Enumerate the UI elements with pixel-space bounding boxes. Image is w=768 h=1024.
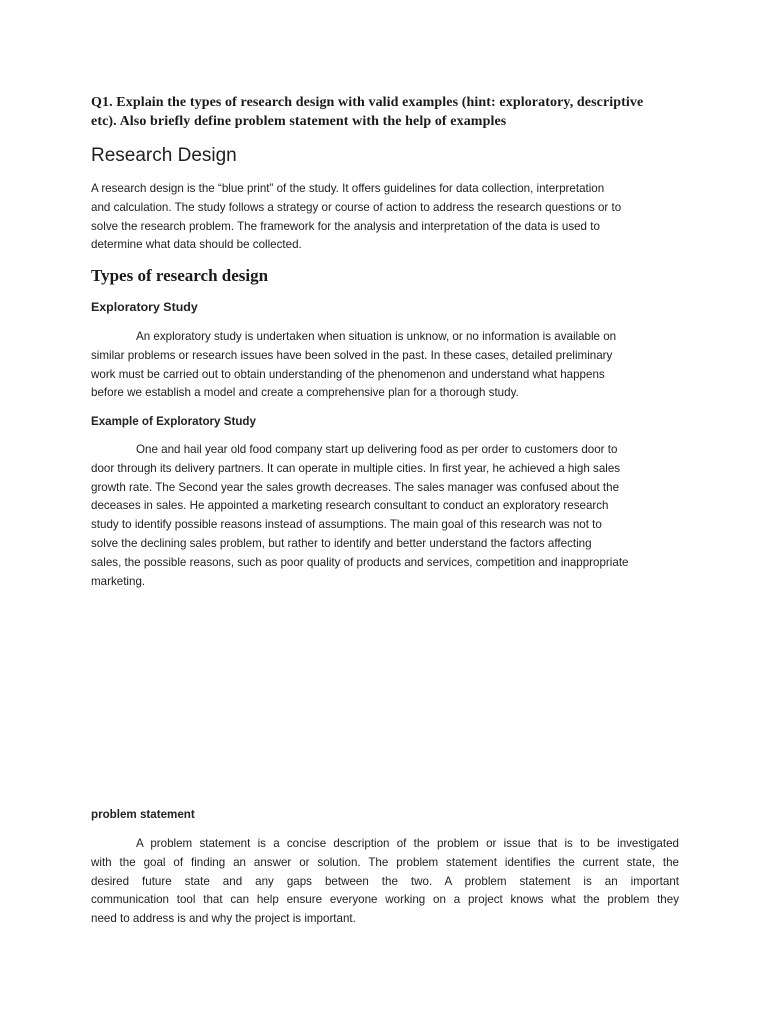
exploratory-example-paragraph bbox=[91, 441, 679, 591]
paragraph-line: need to address is and why the project is important. bbox=[91, 912, 356, 926]
paragraph-line: desired future state and any gaps between the two. A problem statement is an important bbox=[91, 874, 679, 888]
paragraph-line: One and hail year old food company start up delivering food as per order to customers door to bbox=[136, 443, 618, 456]
types-heading: Types of research design bbox=[91, 266, 269, 285]
research-design-paragraph bbox=[91, 180, 679, 255]
paragraph-line: with the goal of finding an answer or solution. The problem statement identifies the current state, the bbox=[91, 855, 679, 869]
paragraph-line: similar problems or research issues have been solved in the past. In these cases, detailed preliminary bbox=[91, 348, 613, 362]
problem-statement-heading: problem statement bbox=[91, 808, 195, 821]
research-design-heading: Research Design bbox=[91, 145, 237, 166]
exploratory-example-heading: Example of Exploratory Study bbox=[91, 415, 256, 428]
question-line-1: Q1. Explain the types of research design with valid examples (hint: exploratory, descriptive bbox=[91, 95, 644, 110]
paragraph-line: study to identify possible reasons instead of assumptions. The main goal of this research was not to bbox=[91, 518, 602, 532]
paragraph-line: A research design is the “blue print” of the study. It offers guidelines for data collection, interpretation bbox=[91, 182, 605, 195]
paragraph-line: solve the declining sales problem, but rather to identify and better understand the factors affecting bbox=[91, 536, 592, 550]
paragraph-line: determine what data should be collected. bbox=[91, 238, 302, 252]
paragraph-line: communication tool that can help ensure everyone working on a project knows what the problem they bbox=[91, 893, 679, 907]
paragraph-line: before we establish a model and create a comprehensive plan for a thorough study. bbox=[91, 386, 519, 400]
paragraph-line: and calculation. The study follows a strategy or course of action to address the research questions or to bbox=[91, 200, 622, 214]
paragraph-line: marketing. bbox=[91, 574, 146, 588]
paragraph-line: solve the research problem. The framework for the analysis and interpretation of the data is used to bbox=[91, 219, 600, 233]
exploratory-study-paragraph bbox=[91, 328, 679, 403]
exploratory-study-heading: Exploratory Study bbox=[91, 300, 198, 314]
paragraph-line: An exploratory study is undertaken when situation is unknow, or no information is available on bbox=[136, 330, 617, 343]
paragraph-line: sales, the possible reasons, such as poor quality of products and services, competition and inappropriate bbox=[91, 555, 629, 569]
paragraph-line: door through its delivery partners. It can operate in multiple cities. In first year, he achieved a high sales bbox=[91, 461, 621, 475]
paragraph-line: growth rate. The Second year the sales growth decreases. The sales manager was confused about the bbox=[91, 480, 620, 494]
question-text bbox=[91, 93, 679, 131]
problem-statement-paragraph bbox=[91, 835, 679, 929]
paragraph-line: work must be carried out to obtain understanding of the phenomenon and understand what happens bbox=[91, 367, 605, 381]
paragraph-line: deceases in sales. He appointed a marketing research consultant to conduct an exploratory research bbox=[91, 499, 609, 513]
paragraph-line: A problem statement is a concise description of the problem or issue that is to be investigated bbox=[136, 837, 679, 850]
question-line-2: etc). Also briefly define problem statement with the help of examples bbox=[91, 114, 507, 129]
